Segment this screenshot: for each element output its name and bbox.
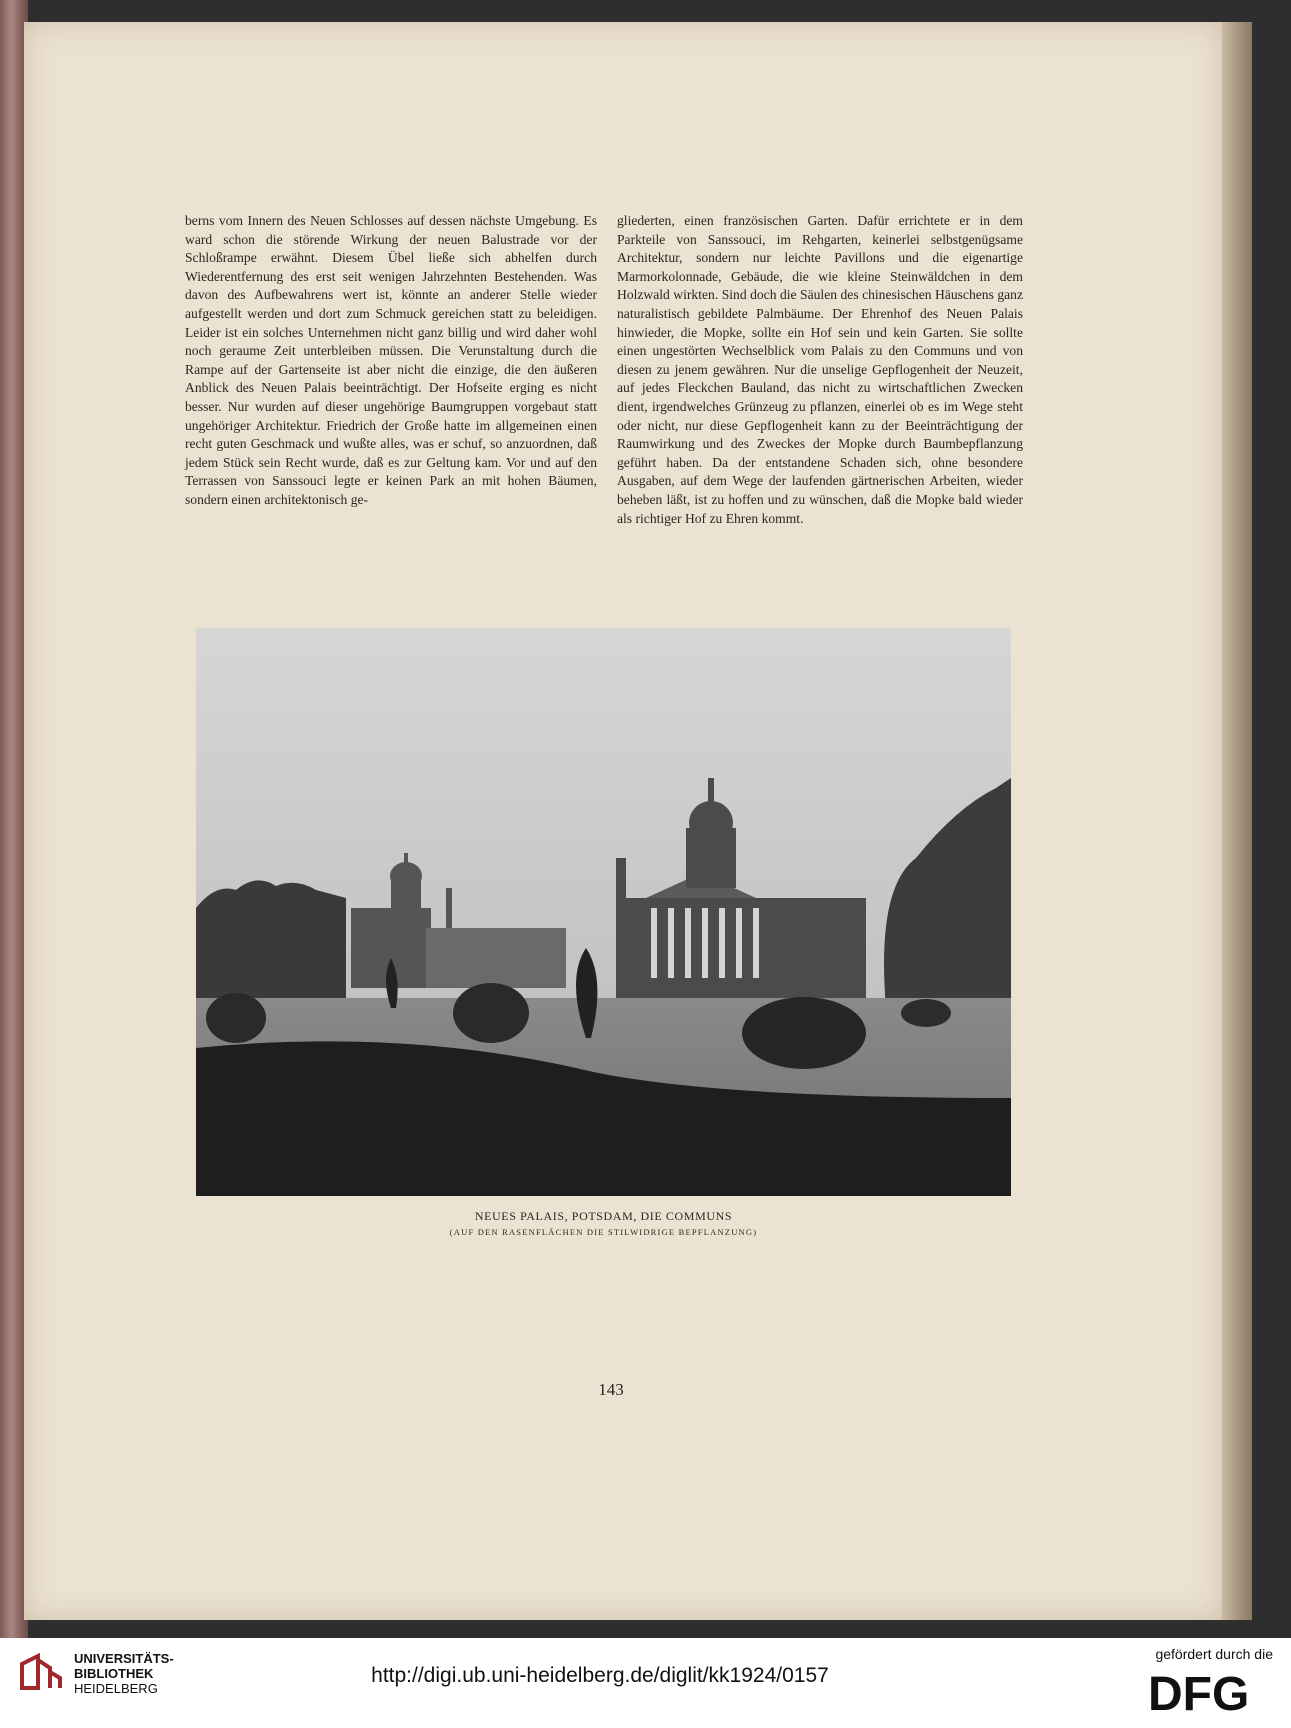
funded-by-label: gefördert durch die — [1155, 1646, 1273, 1662]
text-column-right — [617, 212, 1023, 528]
text-column-left — [185, 212, 597, 510]
shrub — [453, 983, 529, 1043]
photograph-neues-palais — [196, 628, 1011, 1196]
page-number: 143 — [598, 1380, 624, 1399]
permalink[interactable]: http://digi.ub.uni-heidelberg.de/diglit/kk1924/0157 — [371, 1664, 829, 1687]
tree-line-left — [196, 880, 346, 1008]
photo-caption: NEUES PALAIS, POTSDAM, DIE COMMUNS — [474, 1209, 733, 1223]
library-logo-text — [74, 1651, 174, 1696]
dfg-label: DFG — [1148, 1668, 1250, 1716]
book-edge — [1222, 22, 1252, 1620]
logo-line: UNIVERSITÄTS- — [74, 1651, 174, 1666]
shrub — [206, 993, 266, 1043]
photo-caption-subtitle: (AUF DEN RASENFLÄCHEN DIE STILWIDRIGE BEPFLANZUNG) — [449, 1227, 758, 1237]
logo-line: BIBLIOTHEK — [74, 1666, 154, 1681]
footer-bar — [0, 1638, 1291, 1728]
library-logo-icon — [16, 1648, 64, 1696]
paragraph: gliederten, einen französischen Garten. Dafür errichtete er in dem Parkteile von Sanssouci, im Rehgarten, keinerlei selbstgenügsame Architektur, sondern nur leichte Pavillons und die eigenartige Marmorkolonnade, Gebäude, die wie kleine Steinwäldchen in dem Holzwald wirkten. Sind doch die Säulen des chinesischen Häuschens ganz naturalistisch gebildete Palmbäume. Der Ehrenhof des Neuen Palais hinwieder, die Mopke, sollte ein Hof sein und kein Garten. Sie sollte einen ungestörten Wechselblick vom Palais zu den Communs und von diesen zu jenem gewähren. Nur die unselige Gepflogenheit der Neuzeit, auf jedes Fleckchen Bauland, das nicht zu wirtschaftlichen Zwecken dient, irgendwelches Grünzeug zu pflanzen, einerlei ob es im Wege steht oder nicht, nur diese Gepflogenheit kann zu der Beeinträchtigung der Raumwirkung und des Zweckes der Mopke durch Baumbepflanzung geführt haben. Da der entstandene Schaden sich, ohne besondere Ausgaben, auf dem Wege der laufenden gärtnerischen Arbeiten, wieder beheben läßt, ist zu hoffen und zu wünschen, daß die Mopke bald wieder als richtiger Hof zu Ehren kommt. — [617, 213, 1023, 526]
shrub — [742, 997, 866, 1069]
dfg-logo-icon — [1148, 1668, 1273, 1716]
logo-line: HEIDELBERG — [74, 1681, 158, 1696]
shrub — [901, 999, 951, 1027]
paragraph: berns vom Innern des Neuen Schlosses auf dessen nächste Umgebung. Es ward schon die störende Wirkung der neuen Balustrade vor der Schloßrampe erwähnt. Diesem Übel ließe sich abhelfen durch Wiederentfernung des erst seit wenigen Jahrzehnten Bestehenden. Was davon des Aufbewahrens wert ist, könnte an anderer Stelle wieder aufgestellt werden und dort zum Schmuck gereichen statt zu beleidigen. Leider ist ein solches Unternehmen nicht ganz billig und wird daher wohl noch geraume Zeit unterbleiben müssen. Die Verunstaltung durch die Rampe auf der Gartenseite ist aber nicht die einzige, die den äußeren Anblick des Neuen Palais beeinträchtigt. Der Hofseite erging es nicht besser. Nur wurden auf dieser ungehörige Baumgruppen vorgebaut statt ungehöriger Architektur. Friedrich der Große hatte im allgemeinen einen recht guten Geschmack und wußte alles, was er schuf, so anzuordnen, daß jedem Stück sein Recht wurde, daß es zur Geltung kam. Vor und auf den Terrassen von Sanssouci legte er keinen Park an mit hohen Bäumen, sondern einen architektonisch ge- — [185, 213, 597, 507]
